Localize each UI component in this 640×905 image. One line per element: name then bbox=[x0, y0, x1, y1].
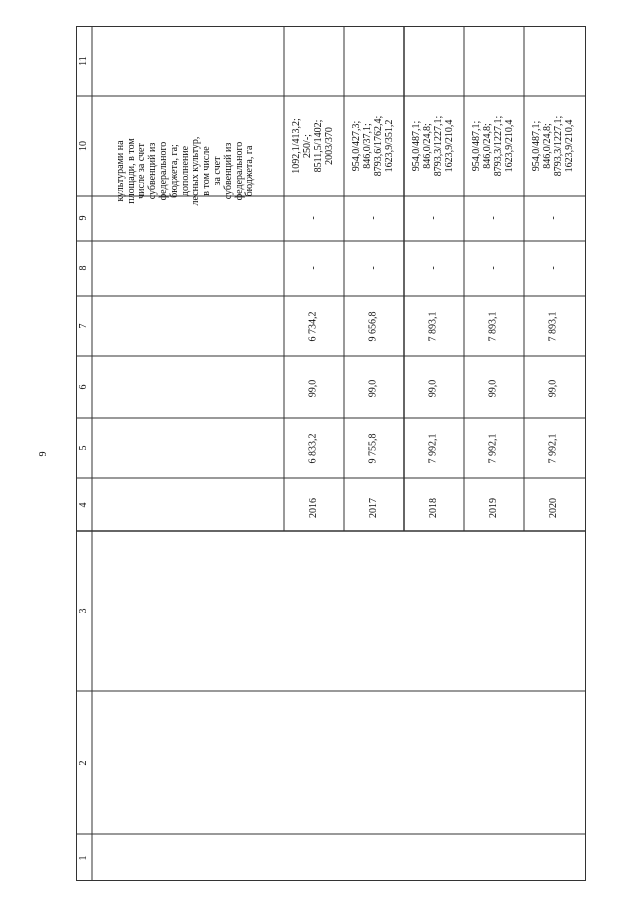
row-2017-col9: - bbox=[367, 216, 379, 220]
header-col-4: 4 bbox=[77, 502, 89, 508]
row-2019-col8: - bbox=[487, 266, 499, 270]
row-2016-col5: 6 833,2 bbox=[307, 433, 319, 464]
row-2016-col8: - bbox=[307, 266, 319, 270]
row-2016-col9: - bbox=[307, 216, 319, 220]
header-col-5: 5 bbox=[77, 445, 89, 451]
row-2016-year: 2016 bbox=[307, 498, 319, 518]
row-2020-col9: - bbox=[547, 216, 559, 220]
row-2016-col10: 1092,1/413,2; 250/-; 8511,5/1402; 2003/370 bbox=[291, 118, 335, 174]
row-2019-col9: - bbox=[487, 216, 499, 220]
header-col-10: 10 bbox=[77, 141, 89, 151]
row-2020-col6: 99,0 bbox=[547, 379, 559, 398]
row-2020-col5: 7 992,1 bbox=[547, 433, 559, 464]
page-number: 9 bbox=[38, 451, 49, 457]
row-2016-col7: 6 734,2 bbox=[307, 311, 319, 342]
rotated-table bbox=[76, 26, 586, 881]
row-2018-col9: - bbox=[427, 216, 439, 220]
header-col-2: 2 bbox=[77, 760, 89, 766]
row-2017-year: 2017 bbox=[367, 498, 379, 518]
row-2017-col8: - bbox=[367, 266, 379, 270]
row-2017-col7: 9 656,8 bbox=[367, 311, 379, 342]
row-2019-col6: 99,0 bbox=[487, 379, 499, 398]
row-2019-col10: 954,0/487,1; 846,0/24,8; 8793,3/1227,1; 1623,9/210,4 bbox=[471, 115, 515, 177]
row-2018-col8: - bbox=[427, 266, 439, 270]
row-2018-col10: 954,0/487,1; 846,0/24,8; 8793,3/1227,1; 1623,9/210,4 bbox=[411, 115, 455, 177]
row-2017-col5: 9 755,8 bbox=[367, 433, 379, 464]
row-2020-col7: 7 893,1 bbox=[547, 311, 559, 342]
row-2018-col6: 99,0 bbox=[427, 379, 439, 398]
row-2020-year: 2020 bbox=[547, 498, 559, 518]
row-2019-year: 2019 bbox=[487, 498, 499, 518]
row-2020-col8: - bbox=[547, 266, 559, 270]
header-col-8: 8 bbox=[77, 265, 89, 271]
row-2018-col7: 7 893,1 bbox=[427, 311, 439, 342]
row-2019-col7: 7 893,1 bbox=[487, 311, 499, 342]
header-col-1: 1 bbox=[77, 855, 89, 861]
header-col-3: 3 bbox=[77, 608, 89, 614]
column-10-description: культурами на площади, в том числе за счет субвенций из федерального бюджета, га; дополнение лесных культур, в том числе за счет субвенций из федерального бюджета, га bbox=[114, 136, 256, 206]
row-2017-col6: 99,0 bbox=[367, 379, 379, 398]
row-2019-col5: 7 992,1 bbox=[487, 433, 499, 464]
row-2017-col10: 954,0/427,3; 846,0/37,1; 8793,6/1762,4; 1623,9/351,2 bbox=[351, 115, 395, 177]
row-2018-col5: 7 992,1 bbox=[427, 433, 439, 464]
header-col-9: 9 bbox=[77, 215, 89, 221]
header-col-11: 11 bbox=[77, 56, 89, 66]
header-col-7: 7 bbox=[77, 323, 89, 329]
header-col-6: 6 bbox=[77, 384, 89, 390]
row-2016-col6: 99,0 bbox=[307, 379, 319, 398]
row-2020-col10: 954,0/487,1; 846,0/24,8; 8793,3/1227,1; 1623,9/210,4 bbox=[531, 115, 575, 177]
row-2018-year: 2018 bbox=[427, 498, 439, 518]
